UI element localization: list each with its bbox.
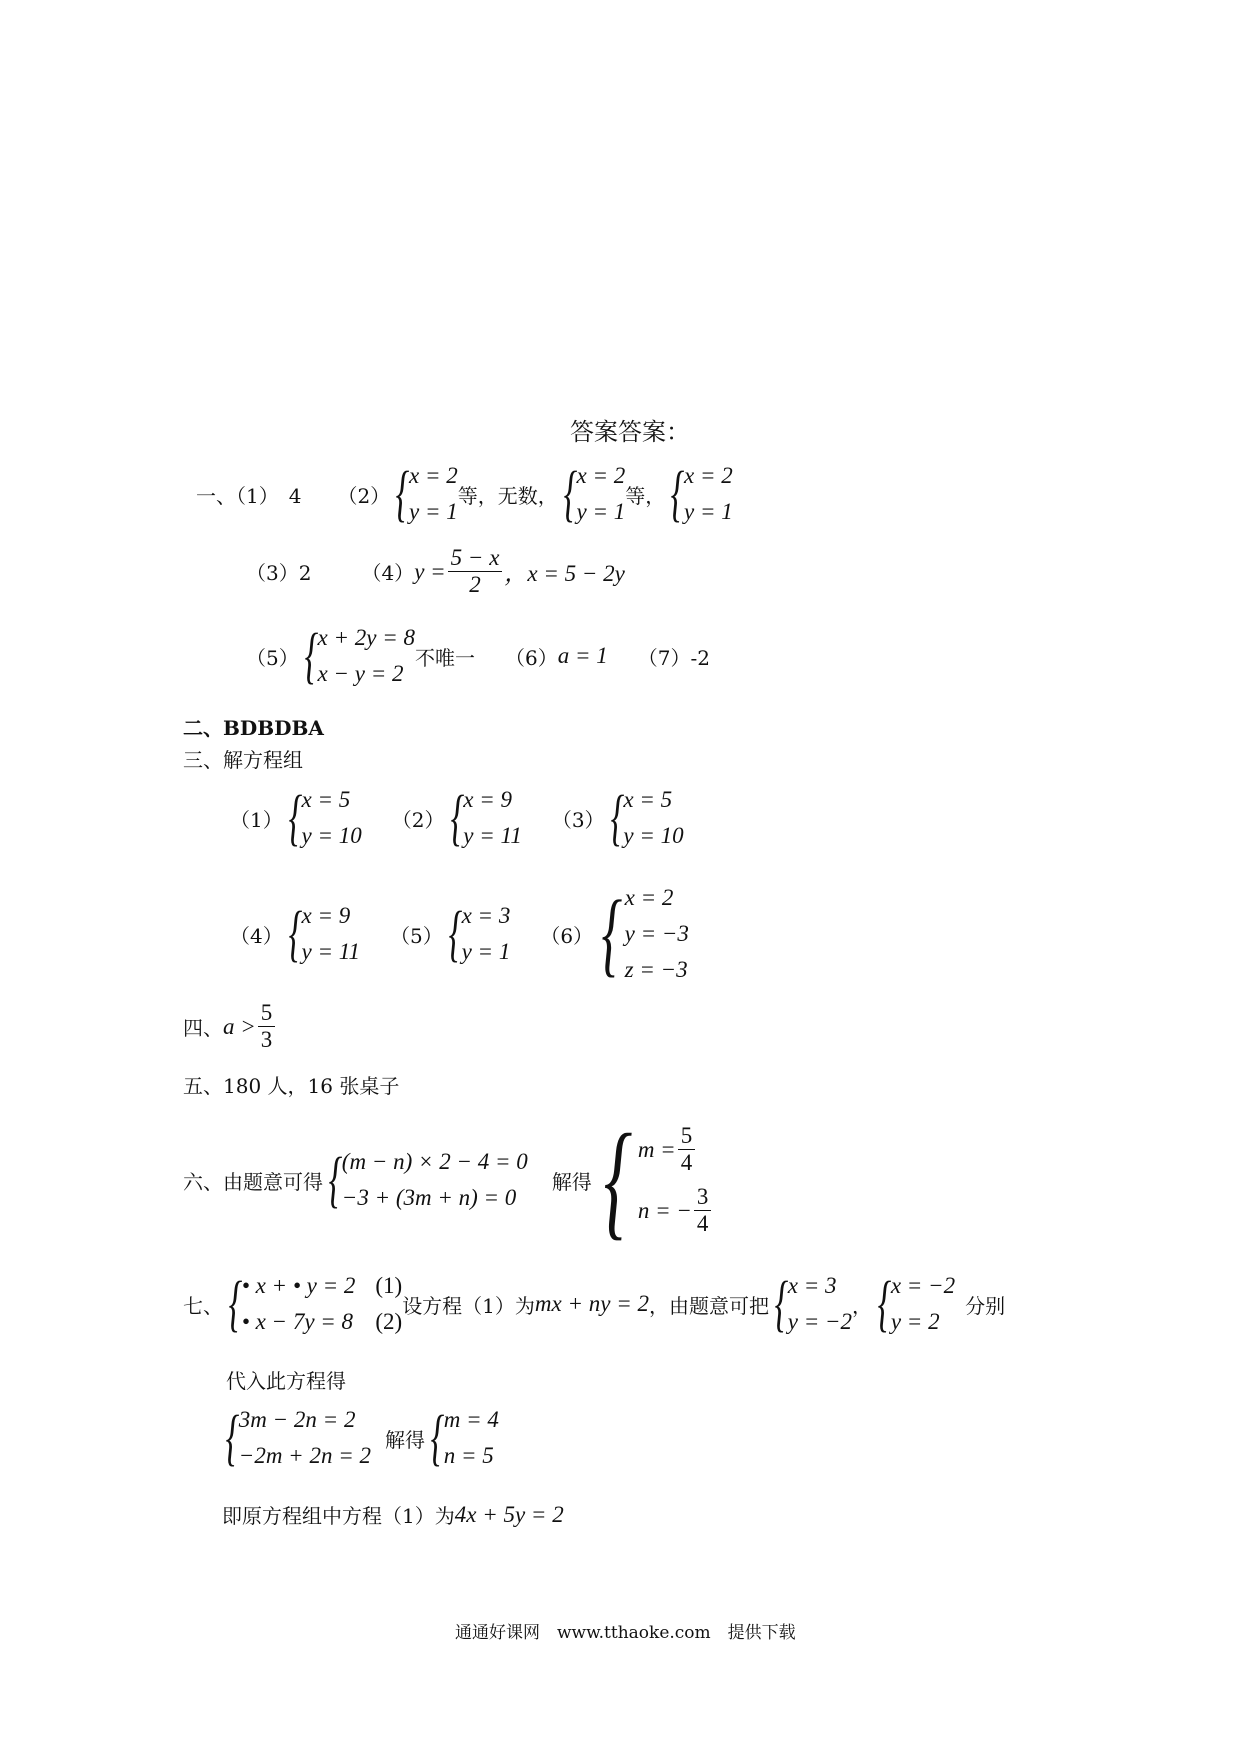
s1-q5-system: { x + 2y = 8 x − y = 2 <box>304 622 415 690</box>
s1-prefix: 一、（1） 4 <box>196 483 302 508</box>
s7-comma: ， <box>852 1293 873 1318</box>
s6-solution: { m = $\frac{5}{4}$ n = − $\frac{3}{4}$ <box>592 1115 714 1245</box>
s3-item-label: （6） <box>540 923 594 948</box>
s7-final-eq: 4x + 5y = 2 <box>454 1501 564 1527</box>
s1-q3: （3）2 <box>246 561 312 585</box>
s1-solution-1: { x = 2 y = 1 <box>395 460 458 528</box>
s3-item-6: { x = 2 y = −3 z = −3 <box>601 882 689 986</box>
page-title: 答案答案： <box>570 418 690 446</box>
s1-q4-rest: ，x = 5 − 2y <box>504 561 625 586</box>
s2-answers: 二、BDBDBA <box>183 716 324 740</box>
s1-q4-label: （4） <box>361 561 415 585</box>
s3-item-label: （4） <box>230 923 283 948</box>
s6-solve: 解得 <box>551 1169 592 1194</box>
s7-final <box>222 1500 564 1529</box>
s6-line <box>183 1108 713 1252</box>
s7-solution-a: { x = 3 y = −2 <box>774 1270 853 1338</box>
s6-system: { (m − n) × 2 − 4 = 0 −3 + (3m + n) = 0 <box>328 1146 528 1214</box>
s3-item-2: { x = 9 y = 11 <box>450 784 522 852</box>
s7-line1 <box>183 1268 1005 1340</box>
s7-line2: 代入此方程得 <box>226 1369 346 1393</box>
s1-q4-lhs: y = <box>414 558 446 584</box>
s3-item-4: { x = 9 y = 11 <box>288 900 361 968</box>
s3-row-2 <box>230 880 689 988</box>
s1-q6-value: a = 1 <box>557 643 608 668</box>
s3-item-label: （2） <box>391 807 445 832</box>
s7-system-2: { 3m − 2n = 2 −2m + 2n = 2 <box>225 1404 371 1472</box>
s7-prefix: 七、 <box>183 1293 223 1318</box>
s5-line: 五、180 人，16 张桌子 <box>183 1074 400 1098</box>
s7-solve: 解得 <box>384 1427 425 1452</box>
s1-line2 <box>246 545 625 598</box>
s1-solution-3: { x = 2 y = 1 <box>670 460 733 528</box>
brace: { <box>395 460 410 528</box>
s4-fraction: $\frac{5}{3}$ <box>258 1000 276 1053</box>
s1-q4-fraction: $\frac{5 - x}{2}$ <box>448 545 503 598</box>
s1-q5-label: （5） <box>246 645 299 670</box>
s7-text-2: ，由题意可把 <box>649 1293 769 1318</box>
s1-line3 <box>246 620 710 692</box>
s1-solution-2: { x = 2 y = 1 <box>563 460 626 528</box>
s1-line1 <box>196 458 733 530</box>
s1-q6-label: （6） <box>505 645 558 670</box>
s3-item-label: （1） <box>230 807 283 832</box>
s7-text-3: 分别 <box>965 1293 1006 1318</box>
s7-solution: { m = 4 n = 5 <box>430 1404 499 1472</box>
s4-lhs: a > <box>223 1013 256 1039</box>
s4-prefix: 四、 <box>183 1016 223 1040</box>
s7-solution-b: { x = −2 y = 2 <box>877 1270 956 1338</box>
s7-system: { • x + • y = 2 • x − 7y = 8 <box>228 1270 356 1338</box>
s6-prefix: 六、由题意可得 <box>183 1169 323 1194</box>
s7-final-text: 即原方程组中方程（1）为 <box>222 1504 455 1528</box>
s3-heading: 三、解方程组 <box>183 748 303 772</box>
s3-item-label: （3） <box>551 807 605 832</box>
s1-q2-label: （2） <box>337 483 391 508</box>
s1-q7: （7）-2 <box>637 645 710 670</box>
s7-eq: mx + ny = 2 <box>534 1291 649 1316</box>
s1-text-2: 等， <box>625 483 666 508</box>
s3-row-1 <box>230 782 684 854</box>
s1-q5-after: 不唯一 <box>415 645 475 670</box>
s3-item-1: { x = 5 y = 10 <box>288 784 362 852</box>
s4-line <box>183 1000 277 1053</box>
s3-item-5: { x = 3 y = 1 <box>448 900 511 968</box>
s7-tags: (1) (2) <box>375 1273 403 1334</box>
s7-line3 <box>220 1402 499 1474</box>
s7-text-1: 设方程（1）为 <box>402 1293 535 1318</box>
s3-item-label: （5） <box>390 923 443 948</box>
s3-item-3: { x = 5 y = 10 <box>610 784 684 852</box>
footer-source: 通通好课网 www.tthaoke.com 提供下载 <box>455 1623 796 1643</box>
s1-text-1: 等，无数， <box>457 483 558 508</box>
